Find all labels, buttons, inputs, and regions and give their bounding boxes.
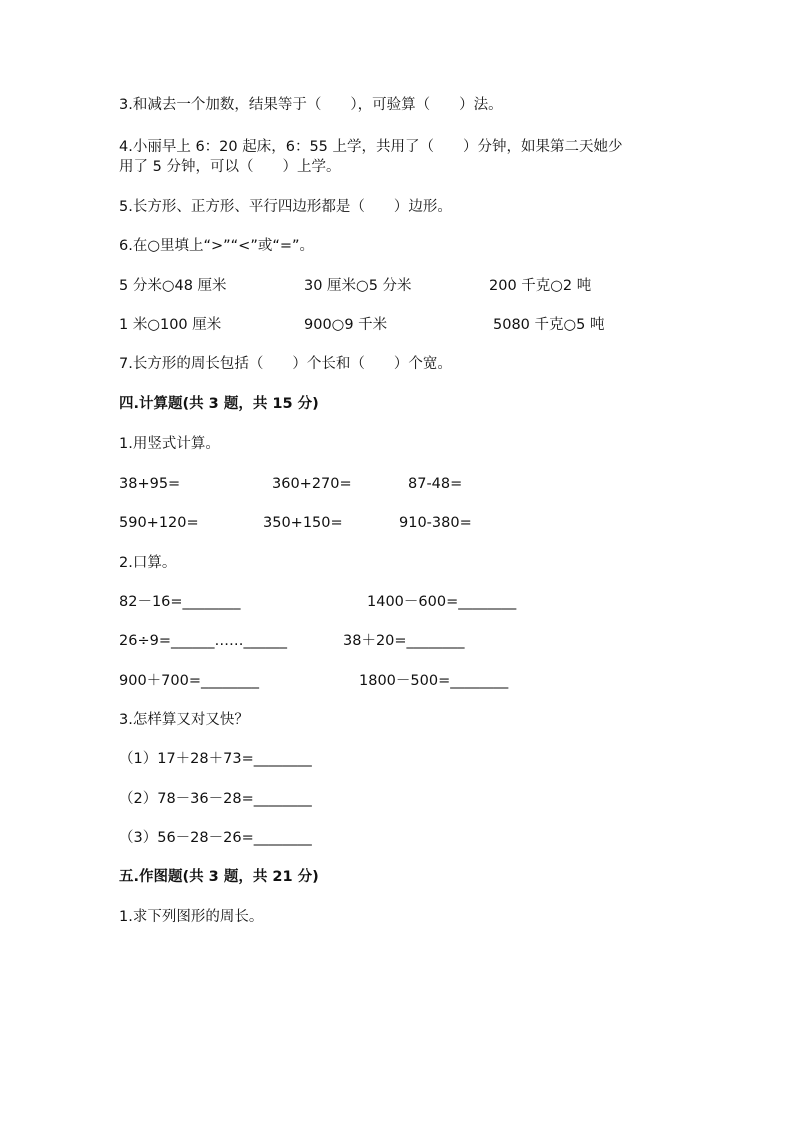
question-3-text: 3.和减去一个加数，结果等于（ ），可验算（ ）法。 (119, 97, 503, 113)
question-6-text: 6.在○里填上“>”“<”或“=”。 (119, 238, 315, 254)
mental-calc-item: 38＋20=________ (343, 633, 465, 649)
mental-calc-item: 900＋700=________ (119, 673, 260, 689)
compare-item: 200 千克○2 吨 (489, 278, 592, 294)
question-5-text: 5.长方形、正方形、平行四边形都是（ ）边形。 (119, 199, 452, 215)
quick-calc-item: （1）17＋28＋73=________ (119, 751, 312, 767)
mental-calc-item: 26÷9=______……______ (119, 633, 287, 649)
quick-calc-item: （2）78－36－28=________ (119, 791, 312, 807)
vertical-calc-item: 350+150= (263, 515, 343, 531)
mental-calc-item: 1800－500=________ (359, 673, 509, 689)
vertical-calc-item: 87-48= (408, 476, 463, 492)
compare-item: 30 厘米○5 分米 (304, 278, 412, 294)
compare-item: 5080 千克○5 吨 (493, 317, 605, 333)
question-7-text: 7.长方形的周长包括（ ）个长和（ ）个宽。 (119, 356, 452, 372)
vertical-calc-item: 38+95= (119, 476, 181, 492)
compare-item: 900○9 千米 (304, 317, 388, 333)
question-4-line-1: 4.小丽早上 6：20 起床，6：55 上学，共用了（ ）分钟，如果第二天她少 (119, 139, 623, 155)
section-5-heading: 五.作图题(共 3 题，共 21 分) (119, 869, 319, 885)
section-4-question-1: 1.用竖式计算。 (119, 436, 220, 452)
mental-calc-item: 1400－600=________ (367, 594, 517, 610)
vertical-calc-item: 360+270= (272, 476, 352, 492)
question-4-line-2: 用了 5 分钟，可以（ ）上学。 (119, 159, 341, 175)
section-4-question-2: 2.口算。 (119, 555, 177, 571)
compare-item: 5 分米○48 厘米 (119, 278, 227, 294)
section-5-question-1: 1.求下列图形的周长。 (119, 909, 264, 925)
compare-item: 1 米○100 厘米 (119, 317, 222, 333)
vertical-calc-item: 910-380= (399, 515, 472, 531)
section-4-heading: 四.计算题(共 3 题，共 15 分) (119, 396, 319, 412)
section-4-question-3: 3.怎样算又对又快？ (119, 712, 249, 728)
mental-calc-item: 82－16=________ (119, 594, 241, 610)
vertical-calc-item: 590+120= (119, 515, 199, 531)
quick-calc-item: （3）56－28－26=________ (119, 830, 312, 846)
